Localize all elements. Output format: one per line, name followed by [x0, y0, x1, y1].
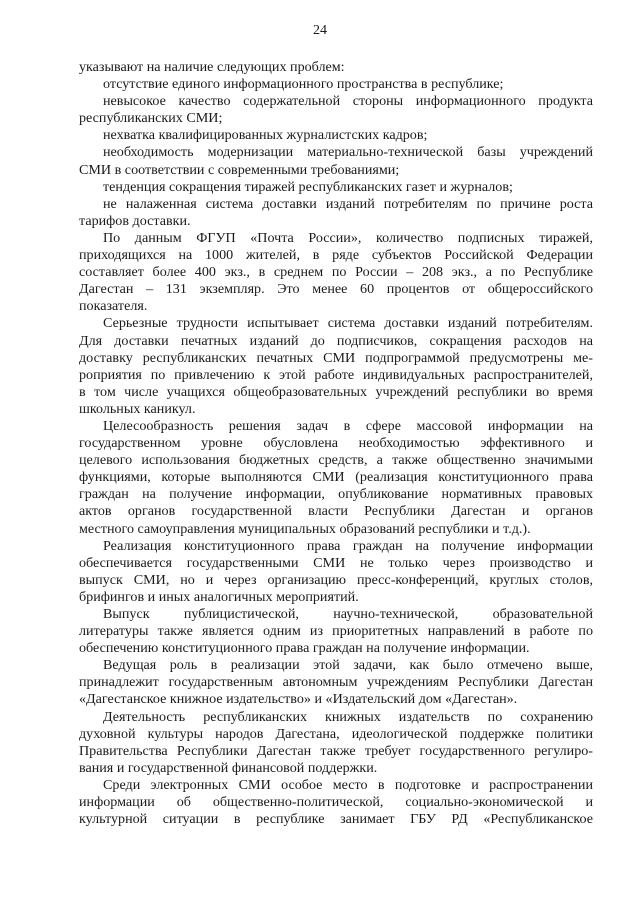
text-line: Выпуск публицистической, научно-технической, образовательной [103, 606, 593, 622]
text-line: брифингов и иных аналогичных мероприятий. [79, 588, 359, 605]
text-line: Правительства Республики Дагестан также требует государственного регулиро- [79, 742, 593, 759]
text-line: «Дагестанское книжное издательство» и «Издательский дом «Дагестан». [79, 691, 518, 708]
text-line: указывают на наличие следующих проблем: [79, 59, 345, 75]
text-line: республиканских СМИ; [79, 110, 223, 127]
text-line: школьных каникул. [79, 400, 196, 417]
text-line: СМИ в соответствии с современными требованиями; [79, 161, 400, 178]
text-line: Для доставки печатных изданий до подписчиков, сокращения расходов на [79, 332, 593, 349]
text-line: функциями, которые выполняются СМИ (реализация конституционного права [79, 469, 593, 486]
text-line: местного самоуправления муниципальных образований республики и т.д.). [79, 520, 531, 537]
text-line: Реализация конституционного права граждан на получение информации [103, 537, 593, 554]
text-line: целевого использования бюджетных средств, а также общественно значимыми [79, 452, 593, 469]
text-line: информации об общественно-политической, социально-экономической и [79, 794, 593, 811]
text-line: приходящихся на 1000 жителей, в ряде субъектов Российской Федерации [79, 247, 593, 264]
text-line: тарифов доставки. [79, 212, 191, 229]
text-line: не налаженная система доставки изданий потребителям по причине роста [103, 195, 593, 212]
text-line: актов органов государственной власти Республики Дагестан и органов [79, 503, 593, 520]
text-line: государственном уровне обусловлена необходимостью эффективного и [79, 435, 593, 452]
text-line: литературы также является одним из приоритетных направлений в работе по [79, 623, 593, 640]
text-line: составляет более 400 экз., в среднем по России – 208 экз., а по Республике [79, 264, 593, 281]
text-line: обеспечению конституционного права граждан на получение информации. [79, 640, 530, 657]
body-text [79, 59, 593, 828]
text-line: обеспечивается государственными СМИ не только через производство и [79, 554, 593, 571]
text-line: роприятия по привлечению к этой работе индивидуальных распространителей, [79, 366, 593, 383]
text-line: духовной культуры народов Дагестана, идеологической поддержке политики [79, 725, 593, 742]
text-line: нехватка квалифицированных журналистских кадров; [103, 127, 428, 144]
text-line: доставку республиканских печатных СМИ подпрограммой предусмотрены ме- [79, 349, 593, 366]
text-line: Среди электронных СМИ особое место в подготовке и распространении [103, 776, 593, 793]
text-line: Серьезные трудности испытывает система доставки изданий потребителям. [103, 315, 593, 332]
text-line: Дагестан – 131 экземпляр. Это менее 60 процентов от общероссийского [79, 281, 593, 298]
page-number: 24 [313, 23, 327, 38]
text-line: вания и государственной финансовой поддержки. [79, 759, 378, 776]
text-line: По данным ФГУП «Почта России», количество подписных тиражей, [103, 229, 593, 246]
text-line: выпуск СМИ, но и через организацию пресс-конференций, круглых столов, [79, 571, 593, 588]
text-line: показателя. [79, 298, 148, 315]
text-line: культурной ситуации в республике занимает ГБУ РД «Республиканское [79, 811, 593, 828]
text-line: необходимость модернизации материально-технической базы учреждений [103, 144, 593, 161]
text-line: Деятельность республиканских книжных издательств по сохранению [103, 708, 593, 725]
text-line: невысокое качество содержательной стороны информационного продукта [103, 93, 593, 110]
text-line: тенденция сокращения тиражей республиканских газет и журналов; [103, 178, 513, 195]
text-line: Ведущая роль в реализации этой задачи, как было отмечено выше, [103, 657, 593, 674]
text-line: в том числе учащихся общеобразовательных учреждений республики во время [79, 383, 593, 400]
text-line: принадлежит государственным автономным учреждениям Республики Дагестан [79, 674, 593, 691]
text-line: отсутствие единого информационного пространства в республике; [103, 76, 504, 93]
text-line: Целесообразность решения задач в сфере массовой информации на [103, 417, 593, 434]
text-line: граждан на получение информации, опубликование нормативных правовых [79, 486, 593, 503]
